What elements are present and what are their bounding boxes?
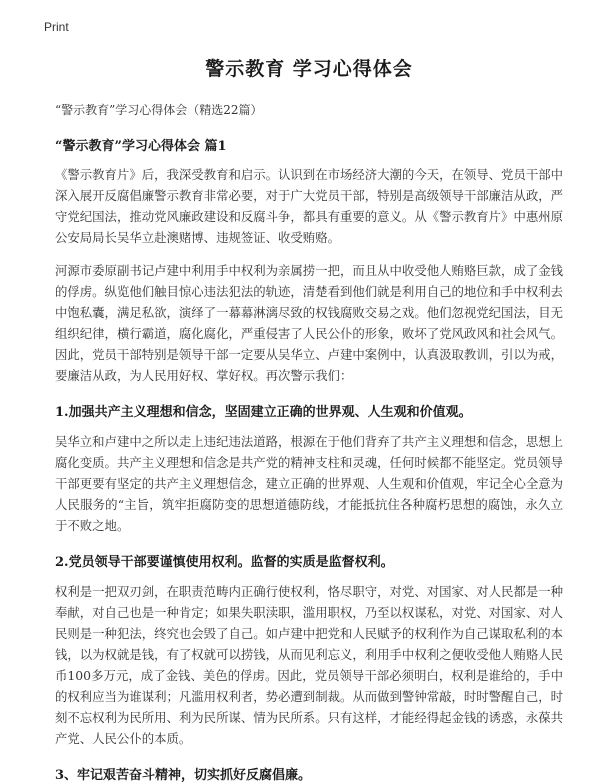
point-heading: 2.党员领导干部要谨慎使用权利。监督的实质是监督权利。 — [55, 555, 394, 571]
print-link[interactable]: Print — [44, 20, 69, 34]
section-heading: “警示教育”学习心得体会 篇1 — [55, 139, 227, 154]
document-body — [55, 46, 563, 783]
point-heading: 1.加强共产主义理想和信念，坚固建立正确的世界观、人生观和价值观。 — [55, 405, 472, 421]
point-heading: 3、牢记艰苦奋斗精神，切实抓好反腐倡廉。 — [55, 768, 312, 783]
paragraph: 《警示教育片》后，我深受教育和启示。认识到在市场经济大潮的今天，在领导、党员干部中深入展开反腐倡廉警示教育非常必要，对于广大党员干部，特别是高级领导干部廉洁从政，严守党纪国法，推动党风廉政建设和反腐斗争，都具有重要的意义。从《警示教育片》中惠州原公安局局长吴华立赴澳赌博、违规签证、收受贿赂。 — [55, 167, 564, 245]
page-title: 警示教育 学习心得体会 — [205, 58, 413, 80]
paragraph: 吴华立和卢建中之所以走上违纪违法道路，根源在于他们背弃了共产主义理想和信念，思想上腐化变质。共产主义理想和信念是共产党的精神支柱和灵魂，任何时候都不能坚定。党员领导干部更要有坚定的共产主义理想信念，建立正确的世界观、人生观和价值观，牢记全心全意为人民服务的“主旨，筑牢拒腐防变的思想道德防线，才能抵抗住各种腐朽思想的腐蚀，永久立于不败之地。 — [55, 434, 564, 534]
paragraph: 河源市委原副书记卢建中利用手中权利为亲属捞一把，而且从中收受他人贿赂巨款，成了金钱的俘虏。纵览他们触目惊心违法犯法的轨迹，清楚看到他们就是利用自己的地位和手中权利去中饱私囊，满足私欲，演绎了一幕幕淋漓尽致的权钱腐败交易之戏。他们忽视党纪国法，目无组织纪律，横行霸道，腐化腐化，严重侵害了人民公仆的形象，败坏了党风政风和社会风气。因此，党员干部特别是领导干部一定要从吴华立、卢建中案例中，认真汲取教训，引以为戒，要廉洁从政，为人民用好权、掌好权。再次警示我们： — [55, 263, 564, 384]
paragraph: 权利是一把双刃剑，在职责范畴内正确行使权利，恪尽职守，对党、对国家、对人民都是一种奉献，对自己也是一种肯定；如果失职渎职，滥用职权，乃至以权谋私，对党、对国家、对人民则是一种犯法，终究也会毁了自己。如卢建中把党和人民赋予的权利作为自己谋取私利的本钱，以为权就是钱，有了权就可以捞钱，从而见利忘义，利用手中权利之便收受他人贿赂人民币100多万元，成了金钱、美色的俘虏。因此，党员领导干部必须明白，权利是谁给的，手中的权利应当为谁谋利；凡滥用权利者，势必遭到制裁。从而做到警钟常敲，时时警醒自己，时刻不忘权利为民所用、利为民所谋、情为民所系。只有这样，才能经得起金钱的诱惑，永葆共产党、人民公仆的本质。 — [55, 584, 564, 747]
document-subtitle: “警示教育”学习心得体会（精选22篇） — [55, 103, 263, 117]
